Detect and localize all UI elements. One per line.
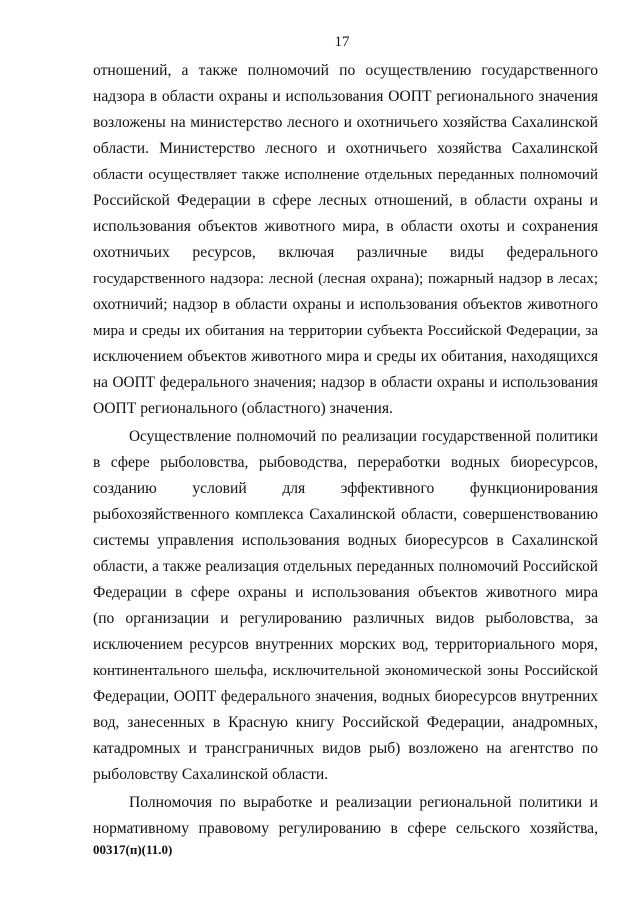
body-text <box>93 58 598 842</box>
text-line: ООПТ регионального (областного) значения. <box>93 400 393 417</box>
text-line: катадромных и трансграничных видов рыб) возложено на агентство по <box>93 740 598 757</box>
text-line: охотничий; надзор в области охраны и использования объектов животного <box>93 296 598 313</box>
text-line: надзора в области охраны и использования ООПТ регионального значения <box>93 88 598 105</box>
text-line: (по организации и регулированию различных видов рыболовства, за <box>93 610 598 627</box>
text-line: рыболовству Сахалинской области. <box>93 766 329 783</box>
text-line: области, а также реализация отдельных переданных полномочий Российской <box>93 558 598 575</box>
paragraph-1 <box>93 58 598 422</box>
text-line: возложены на министерство лесного и охотничьего хозяйства Сахалинской <box>93 114 598 131</box>
text-line: нормативному правовому регулированию в сфере сельского хозяйства, <box>93 820 598 837</box>
document-code: 00317(п)(11.0) <box>93 842 173 857</box>
text-line: континентального шельфа, исключительной экономической зоны Российской <box>93 663 598 679</box>
text-line: рыбохозяйственного комплекса Сахалинской области, совершенствованию <box>93 506 598 523</box>
text-line: Осуществление полномочий по реализации государственной политики <box>129 428 598 445</box>
text-line: охотничьих ресурсов, включая различные виды федерального <box>93 244 598 261</box>
text-line: Полномочия по выработке и реализации региональной политики и <box>129 794 598 811</box>
text-line: мира и среды их обитания на территории субъекта Российской Федерации, за <box>93 323 598 339</box>
page-number: 17 <box>334 34 350 50</box>
text-line: отношений, а также полномочий по осуществлению государственного <box>93 62 598 79</box>
text-line: Российской Федерации в сфере лесных отношений, в области охраны и <box>93 192 598 209</box>
text-line: государственного надзора: лесной (лесная охрана); пожарный надзор в лесах; <box>93 271 598 287</box>
text-line: исключением объектов животного мира и среды их обитания, находящихся <box>93 348 598 365</box>
text-line: Федерации в сфере охраны и использования объектов животного мира <box>93 584 598 601</box>
paragraph-2 <box>93 424 598 788</box>
text-line: области осуществляет также исполнение отдельных переданных полномочий <box>93 167 598 183</box>
paragraph-3 <box>93 790 598 842</box>
text-line: области. Министерство лесного и охотничьего хозяйства Сахалинской <box>93 140 598 157</box>
text-line: в сфере рыболовства, рыбоводства, переработки водных биоресурсов, <box>93 454 598 471</box>
text-line: исключением ресурсов внутренних морских вод, территориального моря, <box>93 636 598 653</box>
text-line: вод, занесенных в Красную книгу Российской Федерации, анадромных, <box>93 714 598 731</box>
text-line: системы управления использования водных биоресурсов в Сахалинской <box>93 532 598 549</box>
text-line: созданию условий для эффективного функционирования <box>93 480 598 497</box>
text-line: на ООПТ федерального значения; надзор в области охраны и использования <box>93 374 598 391</box>
text-line: использования объектов животного мира, в области охоты и сохранения <box>93 218 598 235</box>
text-line: Федерации, ООПТ федерального значения, водных биоресурсов внутренних <box>93 688 598 705</box>
